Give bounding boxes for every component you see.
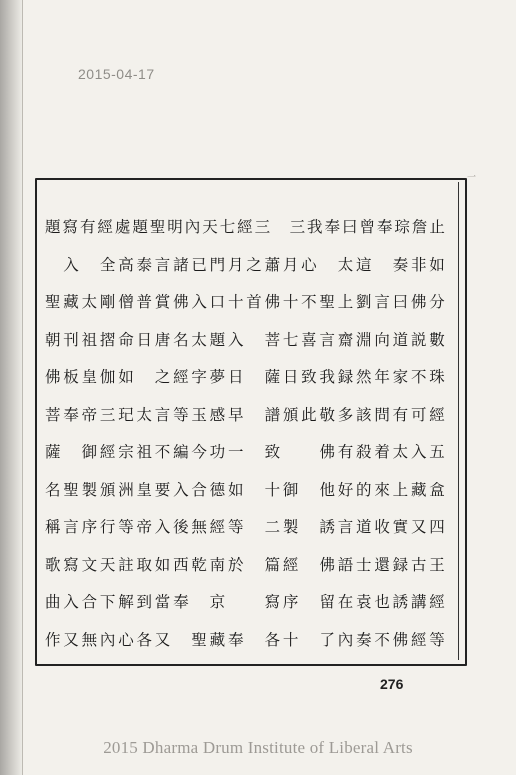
footer-watermark: 2015 Dharma Drum Institute of Liberal Arts: [103, 738, 413, 757]
text-line: 作 又 無 內 心 各 又 聖 藏 奉 各 十 了 內 奏 不 佛 經 等: [45, 630, 445, 649]
text-line: 菩 奉 帝 三 玘 太 言 等 玉 感 早 譜 頒 此 敬 多 該 問 有 可 經: [45, 405, 445, 424]
text-line: 佛 板 皇 伽 如 之 經 字 夢 日 薩 日 致 我 録 然 年 家 不 珠: [45, 368, 445, 386]
text-line: 曲 入 合 下 解 到 當 奉 京 寫 序 留 在 袁 也 誘 講 經: [45, 593, 445, 611]
text-line: 名 聖 製 頒 洲 皇 要 入 合 德 如 十 御 他 好 的 來 上 藏 盒: [45, 480, 445, 499]
text-line: 朝 刊 祖 摺 命 日 唐 名 太 題 入 菩 七 喜 言 齋 淵 向 道 説 數: [45, 330, 445, 349]
text-line: 薩 御 經 宗 祖 不 編 今 功 一 致 佛 有 殺 着 太 入 五: [45, 443, 445, 461]
date-stamp: 2015-04-17: [78, 66, 155, 82]
text-line: 聖 藏 太 剛 僧 普 賞 佛 入 口 十 首 佛 十 不 聖 上 劉 言 曰 佛 分: [45, 293, 445, 311]
text-block: [45, 212, 445, 662]
binding-gutter-edge: [22, 0, 23, 775]
text-line: 稱 言 序 行 等 帝 入 後 無 經 等 二 製 誘 言 道 收 實 又 四: [45, 518, 445, 536]
header-mark: 一: [466, 173, 476, 183]
text-line: 入 全 高 泰 言 諸 已 門 月 之 蕭 月 心 太 這 奏 非 如: [63, 255, 445, 274]
page-number: 276: [380, 676, 404, 692]
binding-gutter-shadow: [0, 0, 22, 775]
text-line: 題 寫 有 經 處 題 聖 明 內 天 七 經 三 三 我 奉 曰 曾 奉 琮 詹 止: [45, 218, 445, 236]
text-line: 歌 寫 文 天 註 取 如 西 乾 南 於 篇 經 佛 語 士 還 録 古 王: [45, 555, 445, 574]
